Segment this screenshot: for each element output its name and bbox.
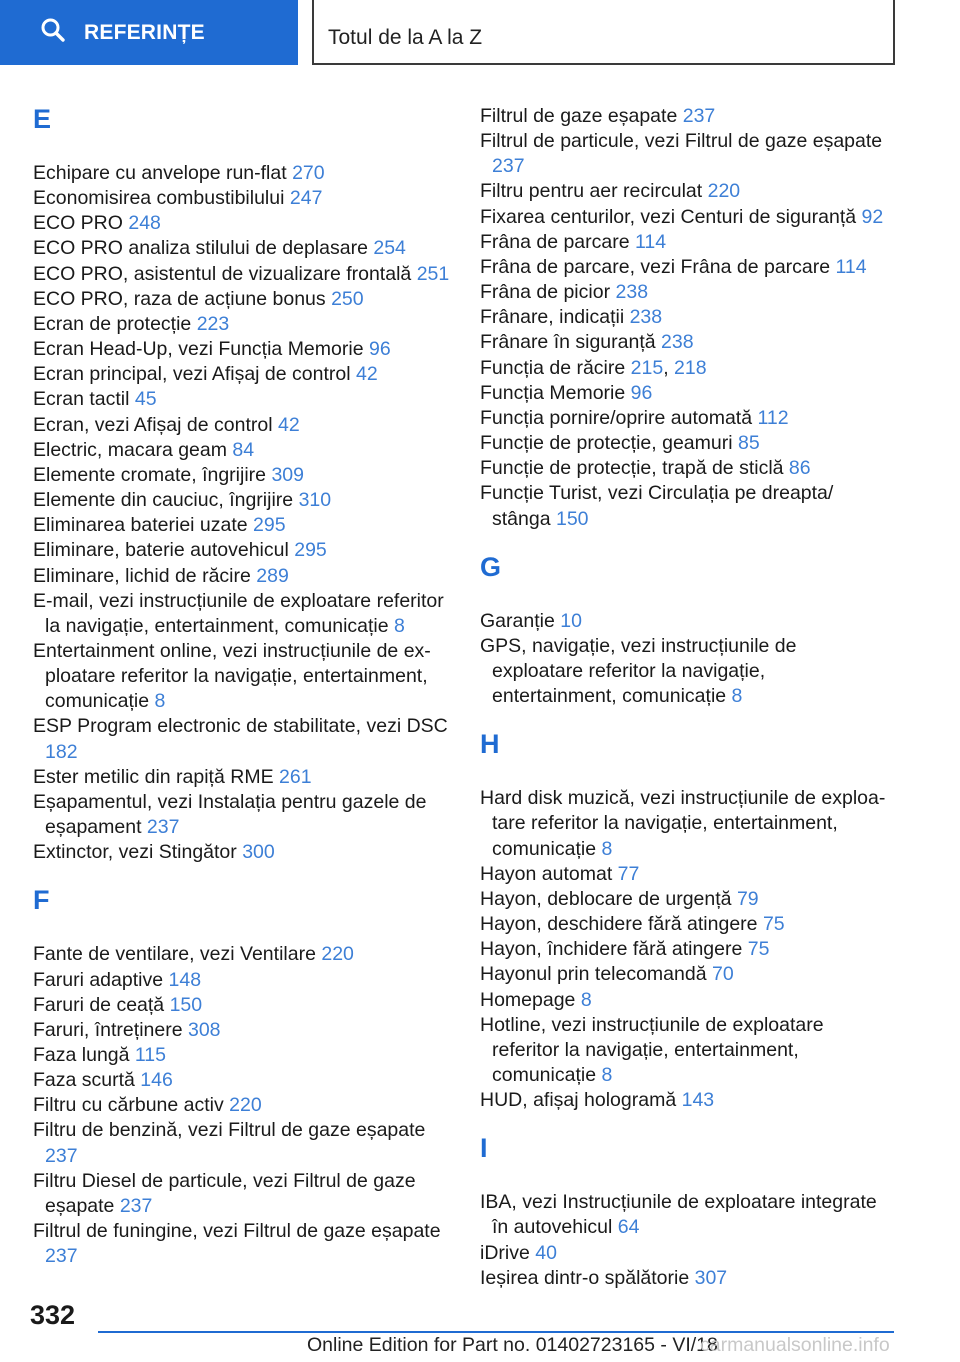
index-entry xyxy=(33,1018,453,1043)
index-entry-text: ECO PRO, asistentul de vizualizare frontală xyxy=(33,262,412,285)
page-reference-link[interactable]: 114 xyxy=(635,230,667,253)
index-entry-text: ECO PRO xyxy=(33,212,123,235)
page-reference-link[interactable]: 64 xyxy=(617,1216,640,1239)
index-entry xyxy=(33,312,453,337)
index-entry xyxy=(33,211,453,236)
index-entry-text: Funcția de răcire xyxy=(480,356,626,379)
index-entry-text: Frâna de picior xyxy=(480,281,611,304)
index-entry-text: Eliminare, lichid de răcire xyxy=(33,564,251,587)
index-entry xyxy=(480,305,890,330)
page-reference-link[interactable]: 237 xyxy=(119,1194,153,1217)
index-entry xyxy=(33,993,453,1018)
search-icon xyxy=(40,17,66,48)
index-entry-text: Homepage xyxy=(480,988,576,1011)
page-reference-link[interactable]: 238 xyxy=(615,281,649,304)
page-reference-link[interactable]: 42 xyxy=(356,363,378,386)
index-letter-heading: I xyxy=(480,1133,488,1164)
page-reference-link[interactable]: 112 xyxy=(757,406,789,429)
index-entry xyxy=(33,337,453,362)
page-reference-link[interactable]: 223 xyxy=(196,312,230,335)
page-reference-link[interactable]: 215 xyxy=(630,356,664,379)
index-entry-text: Hayon automat xyxy=(480,862,613,885)
page-reference-link[interactable]: 250 xyxy=(331,287,364,310)
page-reference-link[interactable]: 96 xyxy=(630,381,653,404)
index-entry xyxy=(33,790,453,840)
page-reference-link[interactable]: 8 xyxy=(580,988,592,1011)
page-number: 332 xyxy=(30,1300,76,1330)
index-entry-text: IBA, vezi Instrucțiunile de exploatare integrate în autovehicul xyxy=(480,1191,877,1239)
index-entry xyxy=(33,1093,453,1118)
watermark: carmanualsonline.info xyxy=(700,1334,890,1356)
footer-edition: Online Edition for Part no. 01402723165 - VI/18 xyxy=(307,1334,718,1356)
index-entry-text: Filtru pentru aer recirculat xyxy=(480,180,703,203)
page-reference-link[interactable]: 308 xyxy=(187,1018,221,1041)
index-entry xyxy=(480,104,890,129)
page-reference-link[interactable]: 150 xyxy=(555,507,589,530)
index-entry xyxy=(480,1088,890,1113)
references-tab[interactable] xyxy=(0,0,298,65)
index-entry xyxy=(33,1219,453,1269)
page-reference-link[interactable]: 75 xyxy=(762,913,785,936)
page-reference-link[interactable]: 70 xyxy=(711,963,734,986)
page-reference-link[interactable]: 247 xyxy=(289,187,323,210)
section-title: Totul de la A la Z xyxy=(312,0,895,65)
index-entry-text: E-mail, vezi instrucțiunile de exploatare referitor la navigație, entertainment, comunicație xyxy=(33,589,444,637)
page-reference-link[interactable]: 220 xyxy=(321,943,354,966)
page-reference-link[interactable]: 86 xyxy=(788,457,811,480)
index-entry xyxy=(33,765,453,790)
index-entry xyxy=(33,413,453,438)
index-entry xyxy=(480,786,890,861)
index-entry-text: Hard disk muzică, vezi instrucțiunile de exploatare referitor la navigație, entertainment, comunicație xyxy=(480,787,886,860)
index-entry-text: Hayon, deschidere fără atingere xyxy=(480,913,758,936)
index-entry-text: Funcția pornire/oprire automată xyxy=(480,406,753,429)
page-reference-link[interactable]: 10 xyxy=(560,609,582,632)
page-reference-link[interactable]: 254 xyxy=(373,237,406,260)
index-entry-text: Faruri adaptive xyxy=(33,968,164,991)
index-letter-heading: H xyxy=(480,729,500,760)
page-reference-link[interactable]: 251 xyxy=(416,262,450,285)
index-entry xyxy=(480,406,890,431)
index-entry xyxy=(480,609,890,634)
index-entry-text: Hayon, închidere fără atingere xyxy=(480,938,743,961)
section-spacer xyxy=(480,709,890,725)
section-spacer xyxy=(480,1113,890,1129)
page-reference-link[interactable]: 261 xyxy=(279,765,312,788)
index-entry-text: Ecran principal, vezi Afișaj de control xyxy=(33,363,351,386)
index-entry-text: Frânare în siguranță xyxy=(480,331,656,354)
index-entry-text: Funcție Turist, vezi Circulația pe dreapta/ stânga xyxy=(480,482,834,530)
index-entry xyxy=(33,513,453,538)
index-entry-text: Hayonul prin telecomandă xyxy=(480,963,707,986)
index-entry xyxy=(480,634,890,709)
index-entry xyxy=(33,840,453,865)
page-reference-link[interactable]: 8 xyxy=(731,685,743,708)
page-reference-link[interactable]: 237 xyxy=(146,816,180,839)
index-entry-text: Faruri de ceață xyxy=(33,993,165,1016)
index-entry-text: HUD, afișaj hologramă xyxy=(480,1089,677,1112)
index-entry xyxy=(33,589,453,639)
index-entry-text: Faza scurtă xyxy=(33,1069,135,1092)
index-column-right xyxy=(480,104,890,1291)
index-entry-text: Fixarea centurilor, vezi Centuri de siguranță xyxy=(480,205,857,228)
index-entry-text: Ieșirea dintr-o spălătorie xyxy=(480,1266,690,1289)
index-entry xyxy=(33,1068,453,1093)
index-entry xyxy=(480,988,890,1013)
index-entry xyxy=(480,962,890,987)
index-entry-text: Garanție xyxy=(480,609,555,632)
page-reference-link[interactable]: 220 xyxy=(707,180,741,203)
page-reference-link[interactable]: 92 xyxy=(861,205,884,228)
index-entry xyxy=(33,714,453,764)
index-letter-heading: F xyxy=(33,885,50,916)
index-entry xyxy=(33,488,453,513)
index-entry-text: Filtru cu cărbune activ xyxy=(33,1094,224,1117)
page-reference-link[interactable]: 45 xyxy=(134,388,157,411)
page-reference-link[interactable]: 295 xyxy=(294,539,327,562)
index-entry xyxy=(480,205,890,230)
index-entry xyxy=(33,1043,453,1068)
index-entry-text: iDrive xyxy=(480,1241,530,1264)
index-entry xyxy=(480,280,890,305)
index-entry-text: Hayon, deblocare de urgență xyxy=(480,887,732,910)
index-entry-text: ECO PRO analiza stilului de deplasare xyxy=(33,237,368,260)
index-entry-text: Filtru de benzină, vezi Filtrul de gaze eșapate xyxy=(33,1119,426,1142)
index-entry xyxy=(480,1013,890,1088)
index-entry xyxy=(480,1190,890,1240)
index-letter-heading: E xyxy=(33,104,52,134)
index-letter-heading: G xyxy=(480,551,502,582)
index-entry xyxy=(33,1118,453,1168)
index-entry-text: Filtru Diesel de particule, vezi Filtrul de gaze eșapate xyxy=(33,1169,416,1217)
index-entry xyxy=(33,1169,453,1219)
index-entry-text: Entertainment online, vezi instrucțiunile de exploatare referitor la navigație, entertainment, comunicație xyxy=(33,639,431,713)
index-entry-text: Elemente cromate, îngrijire xyxy=(33,463,267,486)
page-reference-link[interactable]: 237 xyxy=(45,1144,78,1167)
section-spacer xyxy=(33,865,453,881)
footer-divider xyxy=(98,1331,894,1333)
page-reference-link[interactable]: 79 xyxy=(736,887,759,910)
index-entry xyxy=(33,463,453,488)
page-reference-link[interactable]: 238 xyxy=(661,331,694,354)
index-entry-text: Ecran de protecție xyxy=(33,312,192,335)
index-entry xyxy=(480,431,890,456)
index-entry-text: Extinctor, vezi Stingător xyxy=(33,841,237,864)
index-entry xyxy=(33,438,453,463)
page-reference-link[interactable]: 237 xyxy=(45,1245,78,1268)
page-reference-link[interactable]: 307 xyxy=(694,1266,728,1289)
index-entry: Funcția de răcire 215, 218 xyxy=(480,356,707,379)
index-entry-text: Economisirea combustibilului xyxy=(33,187,285,210)
index-entry-text: Faza lungă xyxy=(33,1044,130,1066)
index-entry-text: ECO PRO, raza de acțiune bonus xyxy=(33,287,326,310)
page-reference-link[interactable]: 77 xyxy=(617,862,640,885)
page-reference-link[interactable]: 237 xyxy=(682,105,716,127)
references-tab-label: REFERINȚE xyxy=(84,20,205,44)
index-entry xyxy=(33,362,453,387)
page-reference-link[interactable]: 295 xyxy=(253,514,286,537)
index-entry-text: Filtrul de funingine, vezi Filtrul de gaze eșapate xyxy=(33,1220,441,1243)
page-reference-link[interactable]: 148 xyxy=(168,968,202,991)
index-entry xyxy=(480,456,890,481)
index-entry xyxy=(33,287,453,312)
index-entry xyxy=(480,255,890,280)
index-entry-text: Ecran, vezi Afișaj de control xyxy=(33,413,273,436)
index-entry-text: GPS, navigație, vezi instrucțiunile de exploatare referitor la navigație, entertainment, comunicație xyxy=(480,634,797,708)
index-entry xyxy=(480,862,890,887)
index-entry-text: Ester metilic din rapiță RME xyxy=(33,765,274,788)
page-reference-link[interactable]: 42 xyxy=(277,413,300,436)
index-entry xyxy=(480,381,890,406)
index-entry-text: Eliminare, baterie autovehicul xyxy=(33,539,289,562)
page-reference-link[interactable]: 8 xyxy=(601,1064,613,1086)
index-entry-text: Ecran Head-Up, vezi Funcția Memorie xyxy=(33,338,364,361)
page-reference-link[interactable]: 75 xyxy=(747,938,770,961)
index-entry xyxy=(33,236,453,261)
index-entry-text: ESP Program electronic de stabilitate, vezi DSC xyxy=(33,715,448,738)
page-reference-link[interactable]: 220 xyxy=(229,1094,262,1117)
page-reference-link[interactable]: 248 xyxy=(128,212,161,235)
page-reference-link[interactable]: 143 xyxy=(681,1089,715,1112)
index-entry-text: Eliminarea bateriei uzate xyxy=(33,514,248,537)
index-entry xyxy=(33,387,453,412)
page-reference-link[interactable]: 8 xyxy=(394,614,405,637)
index-entry xyxy=(480,1241,890,1266)
index-entry-text: Filtrul de particule, vezi Filtrul de gaze eșapate xyxy=(480,130,883,153)
index-entry-text: Funcția Memorie xyxy=(480,381,626,404)
page-reference-link[interactable]: 8 xyxy=(154,690,166,713)
index-entry xyxy=(33,564,453,589)
index-entry xyxy=(33,538,453,563)
page-reference-link[interactable]: 289 xyxy=(256,564,289,587)
index-entry xyxy=(33,968,453,993)
index-entry xyxy=(480,179,890,204)
page-reference-link[interactable]: 84 xyxy=(232,438,255,461)
index-entry-text: Funcție de protecție, geamuri xyxy=(480,432,733,455)
index-entry-text: Fante de ventilare, vezi Ventilare xyxy=(33,943,316,966)
page-reference-link[interactable]: 8 xyxy=(601,837,613,860)
index-entry xyxy=(480,230,890,255)
index-entry xyxy=(33,942,453,967)
index-entry-text: Electric, macara geam xyxy=(33,438,227,461)
page-reference-link[interactable]: 40 xyxy=(535,1241,557,1264)
index-entry xyxy=(480,129,890,179)
index-entry-text: Filtrul de gaze eșapate xyxy=(480,105,678,127)
index-column-left xyxy=(33,104,453,1269)
index-entry xyxy=(480,937,890,962)
page-reference-link[interactable]: 114 xyxy=(835,255,867,278)
index-entry-text: Frâna de parcare xyxy=(480,230,630,253)
page-reference-link[interactable]: 300 xyxy=(242,841,275,864)
page-reference-link[interactable]: 146 xyxy=(140,1069,173,1092)
index-entry xyxy=(480,481,890,531)
index-entry-text: Frâna de parcare, vezi Frâna de parcare xyxy=(480,255,831,278)
page-reference-link[interactable]: 150 xyxy=(169,993,203,1016)
index-entry xyxy=(33,262,453,287)
index-entry-text: Ecran tactil xyxy=(33,388,130,411)
index-entry xyxy=(480,887,890,912)
section-spacer xyxy=(480,532,890,548)
index-entry xyxy=(33,161,453,186)
page-reference-link[interactable]: 85 xyxy=(737,432,760,455)
page-reference-link[interactable]: 238 xyxy=(629,306,663,329)
index-entry xyxy=(33,639,453,714)
page-reference-link[interactable]: 182 xyxy=(45,740,78,763)
page-reference-link[interactable]: 310 xyxy=(298,489,332,512)
page-reference-link[interactable]: 309 xyxy=(271,463,304,486)
index-entry xyxy=(480,1266,890,1291)
index-entry-text: Frânare, indicații xyxy=(480,306,625,329)
index-entry xyxy=(33,186,453,211)
index-entry xyxy=(480,912,890,937)
index-entry-text: Echipare cu anvelope run-flat xyxy=(33,162,287,184)
index-entry xyxy=(480,330,890,355)
index-entry-text: Faruri, întreținere xyxy=(33,1018,183,1041)
page-reference-link[interactable]: 115 xyxy=(134,1044,166,1066)
index-entry-text: Hotline, vezi instrucțiunile de exploatare referitor la navigație, entertainment, comunicație xyxy=(480,1013,824,1086)
index-entry-text: Eșapamentul, vezi Instalația pentru gazele de eșapament xyxy=(33,790,427,839)
page-reference-link[interactable]: 270 xyxy=(292,162,325,184)
page-reference-link[interactable]: 237 xyxy=(492,155,525,178)
index-entry-text: Elemente din cauciuc, îngrijire xyxy=(33,489,294,512)
page-reference-link[interactable]: 96 xyxy=(368,338,391,361)
index-entry-text: Funcție de protecție, trapă de sticlă xyxy=(480,457,784,480)
page-reference-link[interactable]: 218 xyxy=(674,356,707,379)
